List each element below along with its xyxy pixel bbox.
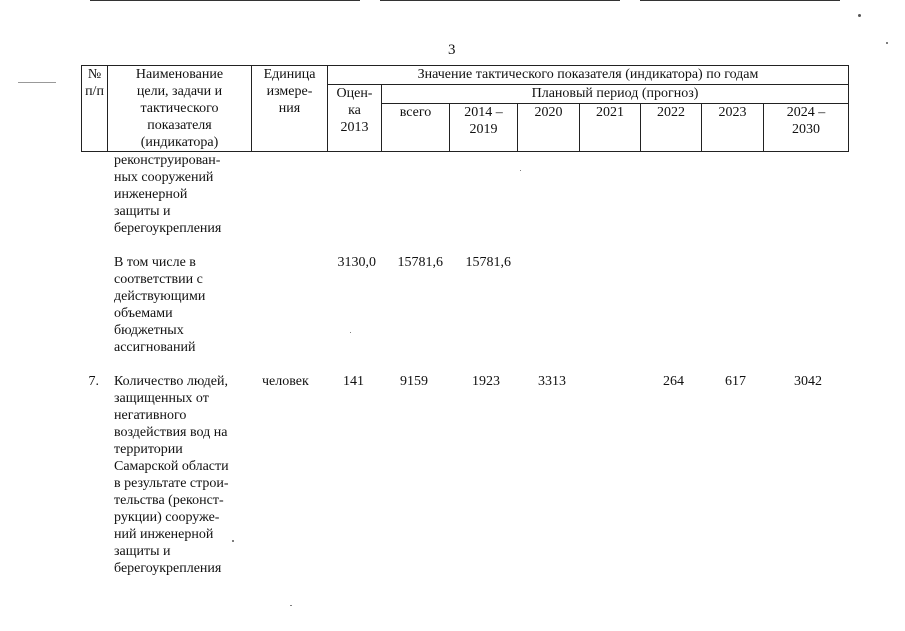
including-name: В том числе в соответствии с действующими объемами бюджетных ассигнований [114, 255, 206, 355]
header-2020: 2020 [518, 104, 580, 152]
page-number: 3 [448, 42, 456, 58]
header-2021: 2021 [580, 104, 641, 152]
scan-speck [858, 14, 861, 17]
header-total: всего [382, 104, 450, 152]
header-2014-2019: 2014 – 2019 [450, 104, 518, 152]
top-scan-line [640, 0, 840, 1]
row7-name: Количество людей, защищенных от негативного воздействия вод на территории Самарской области в результате строи- тельства (реконст- рукции) сооруже- ний инженерной защиты и берегоукрепления [114, 374, 229, 576]
header-name: Наименование цели, задачи и тактического показателя (индикатора) [108, 66, 252, 152]
header-planned-group: Плановый период (прогноз) [382, 85, 849, 104]
row7-estimate: 141 [343, 374, 364, 389]
scan-speck [350, 332, 351, 333]
scan-speck [18, 82, 56, 83]
continuation-name: реконструирован- ных сооружений инженерной защиты и берегоукрепления [114, 153, 222, 236]
scan-speck [290, 605, 292, 606]
header-2023: 2023 [702, 104, 764, 152]
row7-2023: 617 [725, 374, 746, 389]
including-estimate: 3130,0 [337, 255, 376, 270]
row7-no: 7. [88, 374, 99, 389]
header-2024-2030: 2024 – 2030 [764, 104, 849, 152]
top-scan-line [90, 0, 360, 1]
row7-2024-2030: 3042 [794, 374, 822, 389]
row7-2020: 3313 [538, 374, 566, 389]
including-total: 15781,6 [397, 255, 443, 270]
header-2022: 2022 [641, 104, 702, 152]
header-no: № п/п [82, 66, 108, 152]
header-unit: Единица измере- ния [252, 66, 328, 152]
scan-speck [232, 540, 234, 542]
scan-speck [886, 42, 888, 44]
table-header [81, 65, 849, 152]
row7-2014-2019: 1923 [472, 374, 500, 389]
top-scan-line [380, 0, 620, 1]
header-estimate: Оцен- ка 2013 [328, 85, 382, 152]
row7-2022: 264 [663, 374, 684, 389]
including-2014-2019: 15781,6 [465, 255, 511, 270]
row7-unit: человек [262, 374, 309, 389]
row7-total: 9159 [400, 374, 428, 389]
scan-speck [520, 170, 521, 171]
header-value-group: Значение тактического показателя (индикатора) по годам [328, 66, 849, 85]
